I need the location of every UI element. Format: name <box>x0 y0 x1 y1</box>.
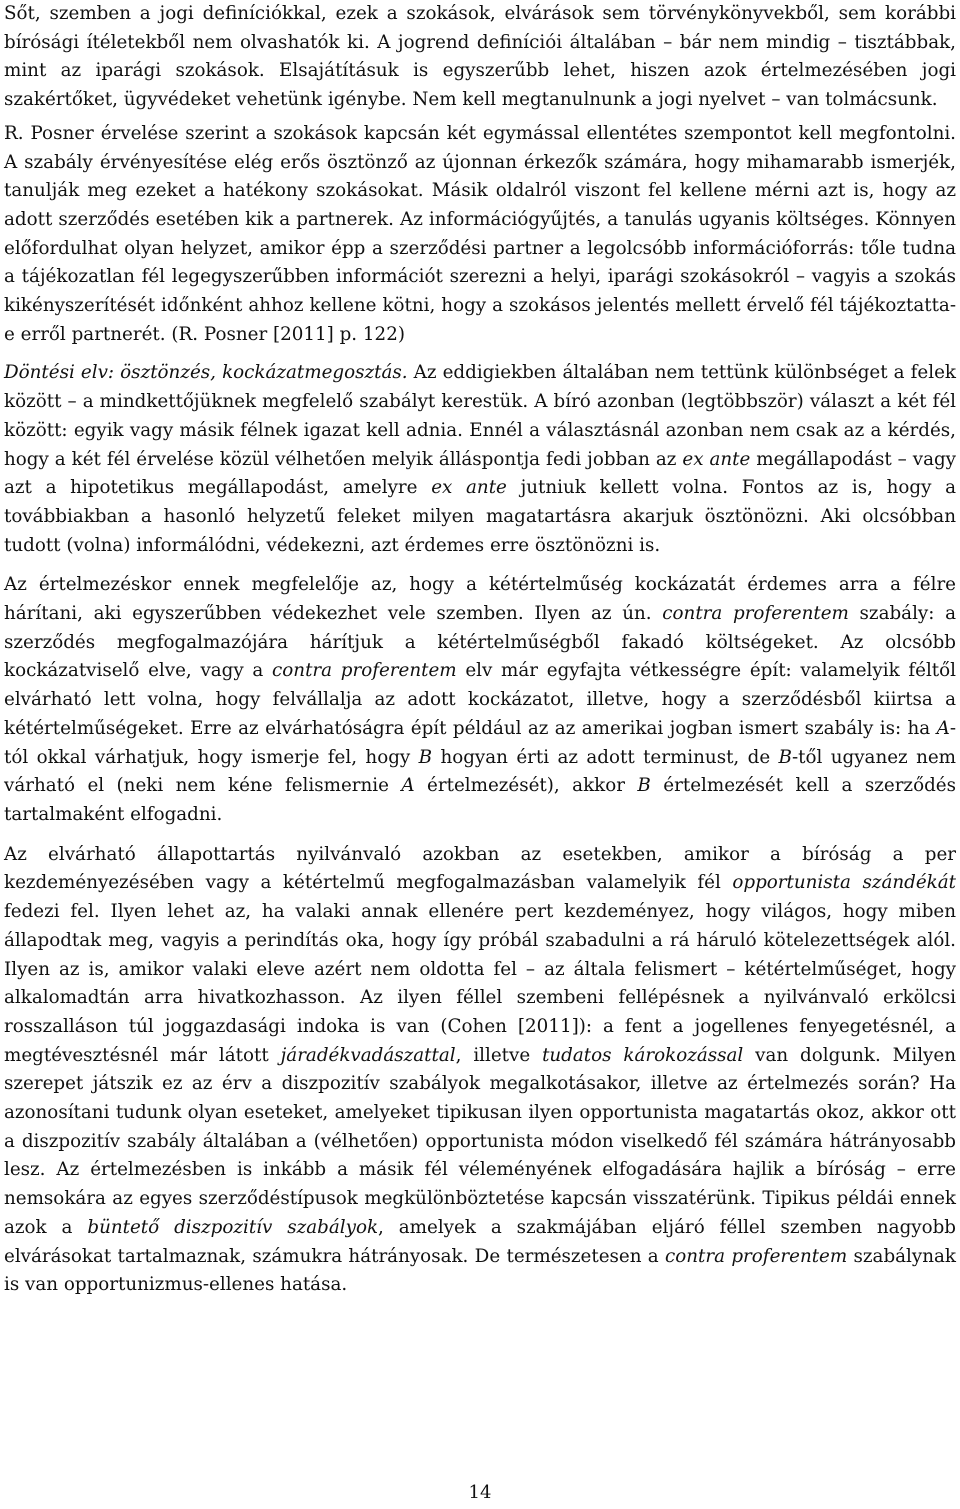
paragraph-1-text: Sőt, szemben a jogi definíciókkal, ezek a szokások, elvárások sem törvénykönyvekből, sem korábbi bírósági ítéletekből nem olvashatók ki. A jogrend definíciói általában – bár nem mindig – tisztábbak, mint az iparági szokások. Elsajátításuk is egyszerűbb lehet, hiszen azok értelmezésében jogi szakértőket, ügyvédeket vehetünk igénybe. Nem kell megtanulnunk a jogi nyelvet – van tolmácsunk. <box>4 3 956 111</box>
paragraph-5-i5: contra proferentem <box>665 1245 848 1267</box>
paragraph-3-lead: Döntési elv: ösztönzés, kockázatmegosztás. <box>4 362 408 384</box>
paragraph-5-i2: járadékvadászattal <box>280 1044 456 1066</box>
paragraph-5-i4: büntető diszpozitív szabályok <box>87 1216 379 1238</box>
paragraph-3-i1: ex ante <box>682 448 751 470</box>
paragraph-2-text: R. Posner érvelése szerint a szokások kapcsán két egymással ellentétes szempontot kell megfontolni. A szabály érvényesítése elég erős ösztönző az újonnan érkezők számára, hogy mihamarabb ismerjék, tanulják meg ezeket a hatékony szokásokat. Másik oldalról viszont fel kellene mérni azt is, hogy az adott szerződés esetében kik a partnerek. Az információgyűjtés, a tanulás ugyanis költséges. Könnyen előfordulhat olyan helyzet, amikor épp a szerződési partner a legolcsóbb információforrás: tőle tudna a tájékozatlan fél legegyszerűbben információt szerezni a helyi, iparági szokásokról – vagyis a szokás kikényszerítését időnként ahhoz kellene kötni, hogy a szokásos jelentés mellett érvelő fél tájékoztatta-e erről partnerét. (R. Posner [2011] p. 122) <box>4 122 956 345</box>
paragraph-4-i7: B <box>637 775 651 797</box>
paragraph-5-s6: szabálynak is van opportunizmus-ellenes hatása. <box>4 1245 956 1296</box>
paragraph-5-s5: , amelyek a szakmájában eljáró féllel szemben nagyobb elvárásokat tartalmaznak, számukra hátrányosak. De természetesen a <box>4 1216 957 1267</box>
paragraph-4-i4: B <box>418 746 433 768</box>
paragraph-4-s2: szabály: a szerződés megfogalmazójára hárítjuk a kétértelműségből fakadó költségeket. Az olcsóbb kockázatviselő elve, vagy a <box>4 603 956 682</box>
paragraph-3-i2: ex ante <box>431 477 507 499</box>
paragraph-4-s8: értelmezését kell a szerződés tartalmaként elfogadni. <box>4 775 956 825</box>
paragraph-4-i2: contra proferentem <box>272 660 457 682</box>
paragraph-4-s7: értelmezését), akkor <box>414 775 638 797</box>
paragraph-5-s3: , illetve <box>455 1044 543 1066</box>
paragraph-5-s1: Az elvárható állapottartás nyilvánvaló azokban az esetekben, amikor a bíróság a per kezdeményezésében vagy a kétértelmű megfogalmazásban valamelyik fél <box>4 843 956 894</box>
paragraph-4-s5: hogyan érti az adott terminust, de <box>432 746 779 768</box>
paragraph-5-i1: opportunista szándékát <box>732 872 956 894</box>
paragraph-4-s4: -tól okkal várhatjuk, hogy ismerje fel, hogy <box>4 717 956 768</box>
paragraph-5-s4: van dolgunk. Milyen szerepet játszik ez az érv a diszpozitív szabályok megalkotásakor, illetve az értelmezés során? Ha azonosítani tudunk olyan eseteket, amelyeket tipikusan ilyen opportunista magatartás okoz, akkor ott a diszpozitív szabály általában a (vélhetően) opportunista módon viselkedő fél számára hátrányosabb lesz. Az értelmezésben is inkább a másik fél véleményének elfogadására hajlik a bíróság – erre nemsokára az egyes szerződéstípusok megkülönböztetése kapcsán visszatérünk. Tipikus példái ennek azok a <box>4 1044 956 1238</box>
page-number: 14 <box>468 1482 492 1503</box>
paragraph-3-s1: Az eddigiekben általában nem tettünk különbséget a felek között – a mindkettőjüknek megfelelő szabályt kerestük. A bíró azonban (legtöbbször) választ a két fél között: egyik vagy másik félnek igazat kell adnia. Ennél a választásnál azonban nem csak az a kérdés, hogy a két fél érvelése közül vélhetően melyik álláspontja fedi jobban az <box>4 362 956 470</box>
document-body <box>4 0 956 1300</box>
paragraph-4-i3: A <box>936 717 950 739</box>
paragraph-3 <box>4 359 956 560</box>
paragraph-2 <box>4 120 956 350</box>
paragraph-5 <box>4 841 956 1300</box>
paragraph-3-s2: megállapodást – vagy azt a hipotetikus megállapodást, amelyre <box>4 448 956 499</box>
paragraph-5-s2: fedezi fel. Ilyen lehet az, ha valaki annak ellenére pert kezdeményez, hogy világos, hogy miben állapodtak meg, vagyis a perindítás oka, hogy így próbál szabadulni a rá háruló kötelezettségek alól. Ilyen az is, amikor valaki eleve azért nem oldotta fel – az általa felismert – kétértelműséget, hogy alkalomadtán arra hivatkozhasson. Az ilyen féllel szembeni fellépésnek a nyilvánvaló erkölcsi rosszalláson túl joggazdasági indoka is van (Cohen [2011]): a fent a jogellenes fenyegetésnél, a megtévesztésnél már látott <box>4 901 956 1066</box>
paragraph-4-i1: contra proferentem <box>662 603 849 625</box>
paragraph-1 <box>4 0 956 115</box>
paragraph-4-s1: Az értelmezéskor ennek megfelelője az, hogy a kétértelműség kockázatát érdemes arra a félre hárítani, aki egyszerűbben védekezhet vele szemben. Ilyen az ún. <box>4 574 956 625</box>
paragraph-3-s3: jutniuk kellett volna. Fontos az is, hogy a továbbiakban a hasonló helyzetű feleket milyen magatartásra akarjuk ösztönözni. Aki olcsóbban tudott (volna) informálódni, védekezni, azt érdemes erre ösztönözni is. <box>4 477 956 556</box>
paragraph-5-i3: tudatos károkozással <box>542 1044 744 1066</box>
paragraph-4-s3: elv már egyfajta vétkességre épít: valamelyik féltől elvárható lett volna, hogy felvállalja az adott kockázatot, illetve, hogy a szerződésből kiirtsa a kétértelműségeket. Erre az elvárhatóságra épít például az az amerikai jogban ismert szabály is: ha <box>4 660 956 739</box>
paragraph-4 <box>4 571 956 829</box>
paragraph-4-i5: B <box>778 746 792 768</box>
paragraph-4-i6: A <box>401 775 415 797</box>
paragraph-4-s6: -től ugyanez nem várható el (neki nem kéne felismernie <box>4 746 956 797</box>
